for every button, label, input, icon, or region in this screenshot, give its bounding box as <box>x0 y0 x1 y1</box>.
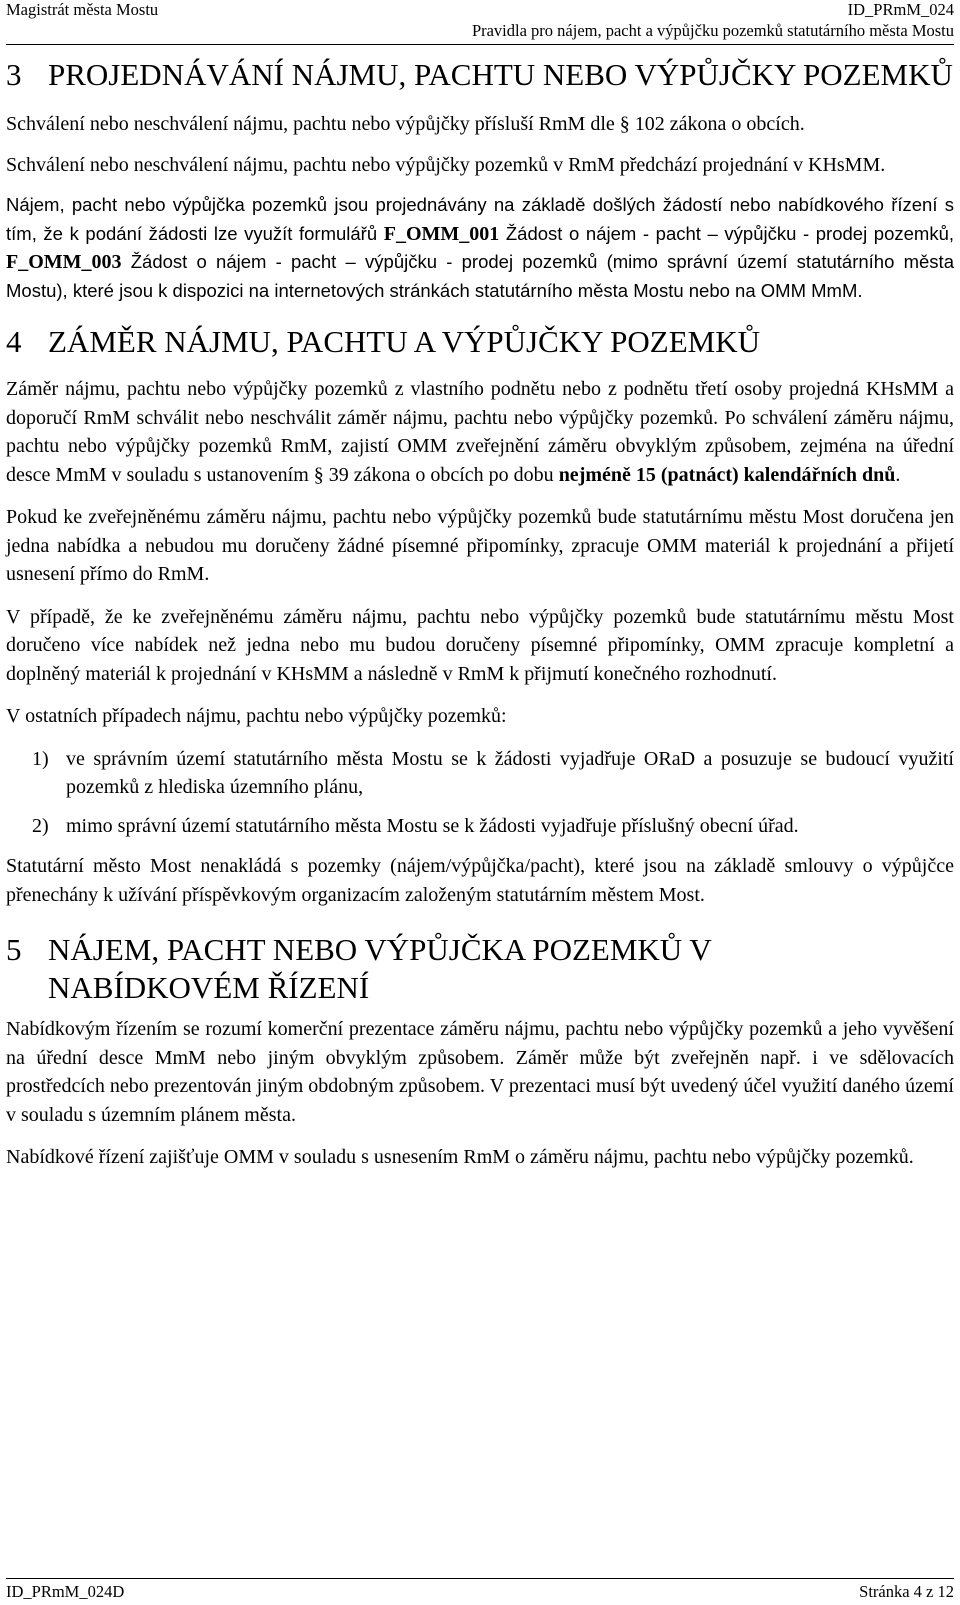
section-title: ZÁMĚR NÁJMU, PACHTU A VÝPŮJČKY POZEMKŮ <box>48 324 760 359</box>
section-4-paragraph-5: Statutární město Most nenakládá s pozemky (nájem/výpůjčka/pacht), které jsou na základě smlouvy o výpůjčce přenechány k užívání příspěvkovým organizacím založeným statutárním městem Most. <box>6 855 954 906</box>
list-item-text: ve správním území statutárního města Mostu se k žádosti vyjadřuje ORaD a posuzuje se budoucí využití pozemků z hlediska územního plánu, <box>66 747 954 798</box>
deadline-emphasis: nejméně 15 (patnáct) kalendářních dnů <box>558 463 896 486</box>
section-number: 5 <box>6 932 22 967</box>
section-5-paragraph-2: Nabídkové řízení zajišťuje OMM v souladu s usnesením RmM o záměru nájmu, pachtu nebo výpůjčky pozemků. <box>6 1146 914 1168</box>
list-item <box>6 812 954 841</box>
section-4-paragraph-2: Pokud ke zveřejněnému záměru nájmu, pachtu nebo výpůjčky pozemků bude statutárnímu městu Most doručena jen jedna nabídka a nebudou mu doručeny žádné písemné připomínky, zpracuje OMM materiál k projednání a přijetí usnesení přímo do RmM. <box>6 506 954 585</box>
section-4-paragraph-1: Záměr nájmu, pachtu nebo výpůjčky pozemků z vlastního podnětu nebo z podnětu třetí osoby projedná KHsMM a doporučí RmM schválit nebo neschválit záměr nájmu, pachtu nebo výpůjčky pozemků. Po schválení záměru nájmu, pachtu nebo výpůjčky pozemků RmM, zajistí OMM zveřejnění záměru obvyklým způsobem, zejména na úřední desce MmM v souladu s ustanovením § 39 zákona o obcích po dobu nejméně 15 (patnáct) kalendářních dnů. <box>6 378 954 486</box>
section-3-paragraph-3: Nájem, pacht nebo výpůjčka pozemků jsou projednávány na základě došlých žádostí nebo nabídkového řízení s tím, že k podání žádosti lze využít formulářů F_OMM_001 Žádost o nájem - pacht – výpůjčku - prodej pozemků, F_OMM_003 Žádost o nájem - pacht – výpůjčku - prodej pozemků (mimo správní území statutárního města Mostu), které jsou k dispozici na internetových stránkách statutárního města Mostu nebo na OMM MmM. <box>6 194 955 301</box>
section-title: PROJEDNÁVÁNÍ NÁJMU, PACHTU NEBO VÝPŮJČKY POZEMKŮ <box>48 57 953 92</box>
page-content <box>6 56 954 1172</box>
footer-page-number: Stránka 4 z 12 <box>859 1582 954 1601</box>
section-number: 4 <box>6 324 22 359</box>
list-item-text: mimo správní území statutárního města Mostu se k žádosti vyjadřuje příslušný obecní úřad. <box>66 814 799 837</box>
form-code-f-omm-001: F_OMM_001 <box>383 222 500 245</box>
list-item-number: 2) <box>32 814 49 837</box>
section-4-paragraph-3: V případě, že ke zveřejněnému záměru nájmu, pachtu nebo výpůjčky pozemků bude statutárnímu městu Most doručeno více nabídek než jedna nebo mu budou doručeny písemné připomínky, OMM zpracuje kompletní a doplněný materiál k projednání v KHsMM a následně v RmM k přijmutí konečného rozhodnutí. <box>6 605 954 685</box>
list-item-number: 1) <box>32 747 49 770</box>
list-item <box>6 745 954 802</box>
form-code-f-omm-003: F_OMM_003 <box>6 251 122 273</box>
footer-document-reference: ID_PRmM_024D <box>6 1582 125 1601</box>
section-3-paragraph-1: Schválení nebo neschválení nájmu, pachtu nebo výpůjčky přísluší RmM dle § 102 zákona o obcích. <box>6 113 805 135</box>
page-footer <box>6 1578 954 1601</box>
section-title: NÁJEM, PACHT NEBO VÝPŮJČKA POZEMKŮ V NABÍDKOVÉM ŘÍZENÍ <box>48 932 712 1005</box>
section-4-heading <box>6 323 954 361</box>
section-4-paragraph-4: V ostatních případech nájmu, pachtu nebo výpůjčky pozemků: <box>6 705 507 727</box>
section-5-paragraph-1: Nabídkovým řízením se rozumí komerční prezentace záměru nájmu, pachtu nebo výpůjčky pozemků a jeho vyvěšení na úřední desce MmM nebo jiným obvyklým způsobem. Záměr může být zveřejněn např. i ve sdělovacích prostředcích nebo prezentován jiným obdobným způsobem. V prezentaci musí být uvedený účel využití daného území v souladu s územním plánem města. <box>6 1018 954 1126</box>
page-header <box>6 0 954 45</box>
header-organization: Magistrát města Mostu <box>6 0 159 19</box>
section-3-paragraph-2: Schválení nebo neschválení nájmu, pachtu nebo výpůjčky pozemků v RmM předchází projednání v KHsMM. <box>6 153 886 176</box>
section-number: 3 <box>6 57 22 92</box>
section-3-heading <box>6 56 954 94</box>
section-5-heading <box>6 931 954 1007</box>
header-document-id: ID_PRmM_024 <box>847 0 954 19</box>
header-document-title: Pravidla pro nájem, pacht a výpůjčku pozemků statutárního města Mostu <box>471 21 954 40</box>
